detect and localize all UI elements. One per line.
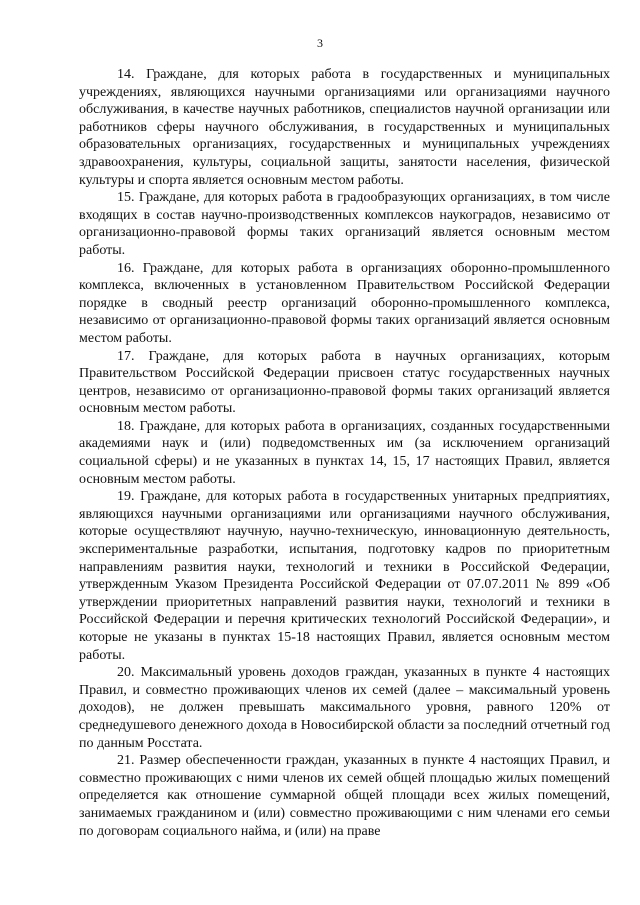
paragraph-16: 16. Граждане, для которых работа в организациях оборонно-промышленного комплекса, включенных в установленном Правительством Российской Федерации порядке в сводный реестр организаций оборонно-промышленного комплекса, независимо от организационно-правовой формы таких организаций является основным местом работы. [79, 260, 610, 346]
paragraph-20: 20. Максимальный уровень доходов граждан, указанных в пункте 4 настоящих Правил, и совместно проживающих членов их семей (далее – максимальный уровень доходов), не должен превышать максимального уровня, равного 120% от среднедушевого денежного дохода в Новосибирской области за последний отчетный год по данным Росстата. [79, 665, 610, 751]
paragraph-17: 17. Граждане, для которых работа в научных организациях, которым Правительством Российской Федерации присвоен статус государственных научных центров, независимо от организационно-правовой формы таких организаций является основным местом работы. [79, 348, 610, 417]
paragraph-14: 14. Граждане, для которых работа в государственных и муниципальных учреждениях, являющихся научными организациями или организациями научного обслуживания, в качестве научных работников, специалистов научной организации или работников сферы научного обслуживания, в государственных и муниципальных образовательных организациях, государственных и муниципальных учреждениях здравоохранения, культуры, социальной защиты, занятости населения, физической культуры и спорта является основным местом работы. [79, 67, 610, 188]
page-number: 3 [317, 36, 323, 50]
paragraph-18: 18. Граждане, для которых работа в организациях, созданных государственными академиями наук и (или) подведомственных им (за исключением организаций социальной сферы) и не указанных в пунктах 14, 15, 17 настоящих Правил, является основным местом работы. [79, 418, 610, 487]
paragraph-19: 19. Граждане, для которых работа в государственных унитарных предприятиях, являющихся научными организациями или организациями научного обслуживания, которые осуществляют научную, научно-техническую, инновационную деятельность, экспериментальные разработки, испытания, подготовку кадров по приоритетным направлениям развития науки, технологий и техники в Российской Федерации, утвержденным Указом Президента Российской Федерации от 07.07.2011 № 899 «Об утверждении приоритетных направлений развития науки, технологий и техники в Российской Федерации и перечня критических технологий Российской Федерации», и которые не указаны в пунктах 15-18 настоящих Правил, является основным местом работы. [79, 489, 610, 663]
document-body [79, 66, 610, 840]
paragraph-15: 15. Граждане, для которых работа в градообразующих организациях, в том числе входящих в состав научно-производственных комплексов наукоградов, независимо от организационно-правовой формы таких организаций является основным местом работы. [79, 190, 610, 258]
paragraph-21: 21. Размер обеспеченности граждан, указанных в пункте 4 настоящих Правил, и совместно проживающих с ними членов их семей общей площадью жилых помещений определяется как отношение суммарной общей площади всех жилых помещений, занимаемых гражданином и (или) совместно проживающими с ним членами его семьи по договорам социального найма, и (или) на праве [79, 753, 610, 839]
